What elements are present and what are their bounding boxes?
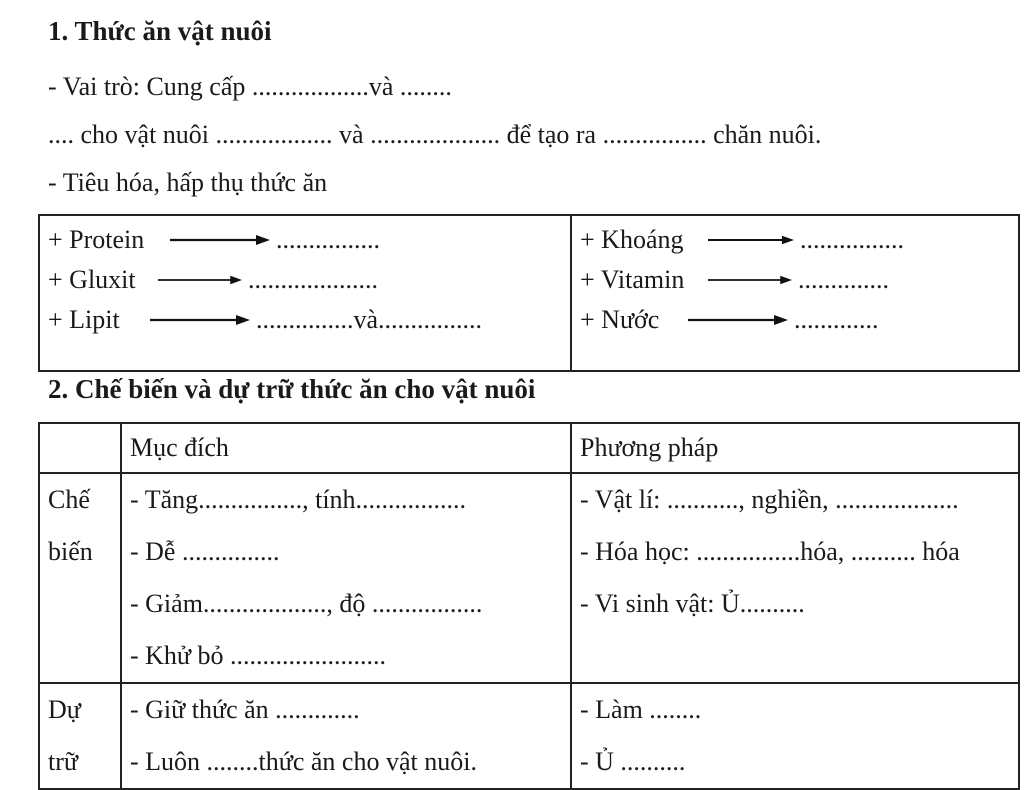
nutrient-label: + Gluxit xyxy=(48,265,136,294)
method-line: - Hóa học: ................hóa, .......... hóa xyxy=(580,537,960,566)
blank: ...............và................ xyxy=(256,305,483,334)
header-purpose: Mục đích xyxy=(121,423,571,473)
nutrient-label: + Khoáng xyxy=(580,225,684,254)
blank: ................ xyxy=(800,225,904,254)
purpose-line: - Giảm..................., độ ................. xyxy=(130,589,483,618)
arrow-right-icon xyxy=(150,310,250,330)
blank: ................ xyxy=(276,225,380,254)
nutrient-label: + Protein xyxy=(48,225,145,254)
digestion-item-khoang xyxy=(572,220,1018,260)
digestion-item-gluxit xyxy=(40,260,570,300)
du-tru-method-cell xyxy=(571,683,1019,789)
processing-table xyxy=(38,422,1020,790)
purpose-line: - Khử bỏ ........................ xyxy=(130,641,387,670)
role-line-continued: .... cho vật nuôi .................. và .................... để tạo ra ................ chăn nuôi. xyxy=(48,120,822,149)
blank: .............. xyxy=(798,265,889,294)
arrow-right-icon xyxy=(708,270,792,290)
digestion-line: - Tiêu hóa, hấp thụ thức ăn xyxy=(48,168,328,197)
digestion-item-nuoc xyxy=(572,300,1018,340)
digestion-item-protein xyxy=(40,220,570,260)
che-bien-method-cell xyxy=(571,473,1019,683)
header-empty-cell xyxy=(39,423,121,473)
nutrient-label: + Lipit xyxy=(48,305,120,334)
purpose-line: - Giữ thức ăn ............. xyxy=(130,695,360,724)
section2-heading: 2. Chế biến và dự trữ thức ăn cho vật nuôi xyxy=(48,374,536,404)
role-line: - Vai trò: Cung cấp ..................và ........ xyxy=(48,72,452,101)
che-bien-purpose-cell xyxy=(121,473,571,683)
arrow-right-icon xyxy=(708,230,794,250)
digestion-left-cell xyxy=(39,215,571,371)
du-tru-label-cell: Dự trữ xyxy=(39,683,121,789)
blank: .................... xyxy=(248,265,378,294)
header-method: Phương pháp xyxy=(571,423,1019,473)
purpose-line: - Dễ ............... xyxy=(130,537,280,566)
arrow-right-icon xyxy=(688,310,788,330)
method-line: - Vi sinh vật: Ủ.......... xyxy=(580,589,805,618)
section1-heading: 1. Thức ăn vật nuôi xyxy=(48,16,272,46)
purpose-line: - Tăng................, tính................. xyxy=(130,485,467,514)
digestion-item-vitamin xyxy=(572,260,1018,300)
digestion-table xyxy=(38,214,1020,372)
che-bien-label-cell: Chế biến xyxy=(39,473,121,683)
method-line: - Làm ........ xyxy=(580,695,702,724)
method-line: - Ủ .......... xyxy=(580,747,686,776)
method-line: - Vật lí: ..........., nghiền, ................... xyxy=(580,485,959,514)
digestion-right-cell xyxy=(571,215,1019,371)
arrow-right-icon xyxy=(170,230,270,250)
nutrient-label: + Vitamin xyxy=(580,265,685,294)
arrow-right-icon xyxy=(158,270,242,290)
blank: ............. xyxy=(794,305,879,334)
nutrient-label: + Nước xyxy=(580,305,660,334)
du-tru-purpose-cell xyxy=(121,683,571,789)
digestion-item-lipit xyxy=(40,300,570,340)
purpose-line: - Luôn ........thức ăn cho vật nuôi. xyxy=(130,747,477,776)
